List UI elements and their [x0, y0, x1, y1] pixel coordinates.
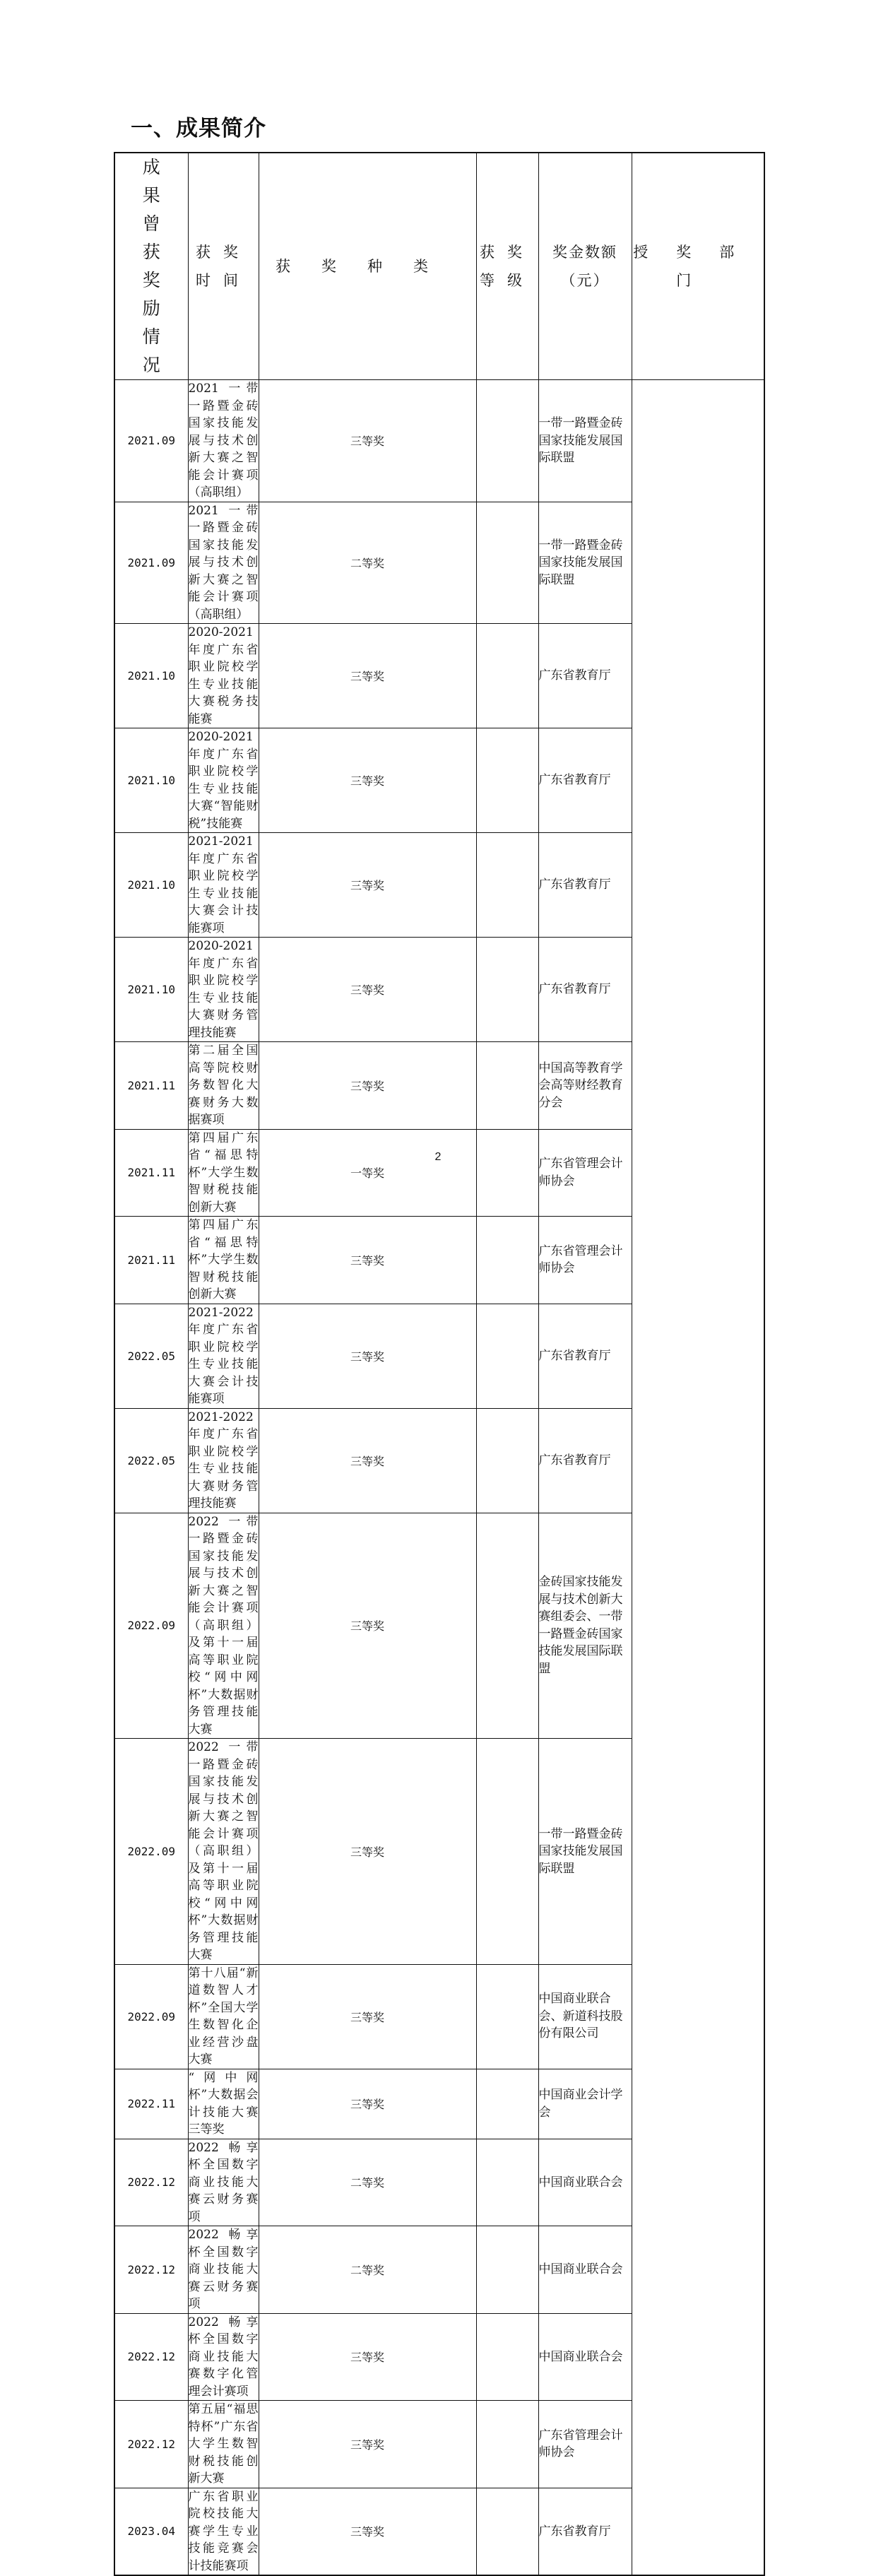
award-date: 2021.10: [114, 833, 188, 938]
award-date: 2021.10: [114, 624, 188, 728]
awarding-dept: 一带一路暨金砖国家技能发展国际联盟: [538, 502, 632, 624]
prize-amount: [476, 833, 538, 938]
prize-amount: [476, 1129, 538, 1217]
awarding-dept: 广东省教育厅: [538, 833, 632, 938]
prize-amount: [476, 502, 538, 624]
awarding-dept: 广东省管理会计师协会: [538, 2401, 632, 2488]
award-name: 第四届广东省“福思特杯”大学生数智财税技能创新大赛: [188, 1129, 259, 1217]
prize-amount: [476, 938, 538, 1042]
award-level: 二等奖: [259, 2139, 476, 2226]
header-award-type: 获奖种类: [259, 153, 476, 380]
page-number: 2: [434, 1151, 442, 1163]
awarding-dept: 广东省管理会计师协会: [538, 1129, 632, 1217]
table-row: [114, 938, 764, 1042]
award-date: 2022.12: [114, 2401, 188, 2488]
award-level: 三等奖: [259, 380, 476, 502]
award-date: 2021.11: [114, 1042, 188, 1130]
award-date: 2022.12: [114, 2313, 188, 2401]
awards-table: [114, 152, 765, 2576]
awarding-dept: 一带一路暨金砖国家技能发展国际联盟: [538, 1739, 632, 1965]
award-name: 第五届“福思特杯”广东省大学生数智财税技能创新大赛: [188, 2401, 259, 2488]
table-row: [114, 1513, 764, 1739]
table-row: [114, 2401, 764, 2488]
award-name: 2020-2021 年度广东省职业院校学生专业技能大赛财务管理技能赛: [188, 938, 259, 1042]
award-level: 三等奖: [259, 938, 476, 1042]
award-level: 三等奖: [259, 1042, 476, 1130]
award-level: 三等奖: [259, 2313, 476, 2401]
awarding-dept: 广东省教育厅: [538, 2488, 632, 2575]
award-level: 三等奖: [259, 728, 476, 833]
prize-amount: [476, 1042, 538, 1130]
award-date: 2021.09: [114, 502, 188, 624]
awarding-dept: 广东省教育厅: [538, 728, 632, 833]
side-label-cell: [114, 153, 188, 380]
header-awarding-dept: 授奖部门: [632, 153, 764, 380]
prize-amount: [476, 380, 538, 502]
table-row: [114, 2139, 764, 2226]
table-row: [114, 2226, 764, 2314]
award-name: 2021-2022 年度广东省职业院校学生专业技能大赛财务管理技能赛: [188, 1408, 259, 1513]
table-row: [114, 2069, 764, 2139]
prize-amount: [476, 1739, 538, 1965]
award-name: 第二届全国高等院校财务数智化大赛财务大数据赛项: [188, 1042, 259, 1130]
awarding-dept: 广东省教育厅: [538, 938, 632, 1042]
award-date: 2022.05: [114, 1408, 188, 1513]
award-level: 三等奖: [259, 833, 476, 938]
award-date: 2021.11: [114, 1129, 188, 1217]
award-name: 2020-2021 年度广东省职业院校学生专业技能大赛税务技能赛: [188, 624, 259, 728]
award-name: 2021-2021 年度广东省职业院校学生专业技能大赛会计技能赛项: [188, 833, 259, 938]
awarding-dept: 广东省教育厅: [538, 624, 632, 728]
award-name: 2022 畅享杯全国数字商业技能大赛数字化管理会计赛项: [188, 2313, 259, 2401]
award-level: 三等奖: [259, 1408, 476, 1513]
award-name: 广东省职业院校技能大赛学生专业技能竞赛会计技能赛项: [188, 2488, 259, 2575]
award-level: 三等奖: [259, 1217, 476, 1304]
award-date: 2021.10: [114, 728, 188, 833]
award-name: 2021-2022 年度广东省职业院校学生专业技能大赛会计技能赛项: [188, 1304, 259, 1408]
table-row: [114, 2488, 764, 2575]
award-level: 三等奖: [259, 1304, 476, 1408]
table-row: [114, 1408, 764, 1513]
awarding-dept: 广东省教育厅: [538, 1304, 632, 1408]
awarding-dept: 中国商业联合会: [538, 2139, 632, 2226]
awarding-dept: 中国商业联合会、新道科技股份有限公司: [538, 1964, 632, 2069]
award-date: 2022.12: [114, 2226, 188, 2314]
table-row: [114, 1129, 764, 1217]
prize-amount: [476, 1964, 538, 2069]
award-date: 2021.10: [114, 938, 188, 1042]
table-row: [114, 502, 764, 624]
awarding-dept: 中国商业联合会: [538, 2313, 632, 2401]
header-award-time: 获奖时间: [188, 153, 259, 380]
award-name: 2022 畅享杯全国数字商业技能大赛云财务赛项: [188, 2139, 259, 2226]
header-prize-amount: 奖金数额（元）: [538, 153, 632, 380]
prize-amount: [476, 1304, 538, 1408]
award-level: 三等奖: [259, 2488, 476, 2575]
section-heading: 一、成果简介: [131, 116, 266, 141]
prize-amount: [476, 2226, 538, 2314]
award-level: 三等奖: [259, 2069, 476, 2139]
awarding-dept: 金砖国家技能发展与技术创新大赛组委会、一带一路暨金砖国家技能发展国际联盟: [538, 1513, 632, 1739]
award-level: 三等奖: [259, 624, 476, 728]
awarding-dept: 广东省管理会计师协会: [538, 1217, 632, 1304]
award-date: 2022.05: [114, 1304, 188, 1408]
table-row: [114, 728, 764, 833]
prize-amount: [476, 2488, 538, 2575]
header-award-level: 获奖等级: [476, 153, 538, 380]
award-date: 2022.12: [114, 2139, 188, 2226]
table-header-row: [114, 153, 764, 380]
award-name: 2020-2021 年度广东省职业院校学生专业技能大赛“智能财税”技能赛: [188, 728, 259, 833]
award-level: 三等奖: [259, 1739, 476, 1965]
award-name: 第四届广东省“福思特杯”大学生数智财税技能创新大赛: [188, 1217, 259, 1304]
award-name: “网中网杯”大数据会计技能大赛三等奖: [188, 2069, 259, 2139]
table-row: [114, 624, 764, 728]
prize-amount: [476, 2069, 538, 2139]
award-level: 三等奖: [259, 1513, 476, 1739]
award-date: 2021.11: [114, 1217, 188, 1304]
prize-amount: [476, 2313, 538, 2401]
prize-amount: [476, 2139, 538, 2226]
table-row: [114, 833, 764, 938]
awarding-dept: 中国高等教育学会高等财经教育分会: [538, 1042, 632, 1130]
table-row: [114, 1042, 764, 1130]
award-name: 2022 一带一路暨金砖国家技能发展与技术创新大赛之智能会计赛项（高职组）及第十一届高等职业院校“网中网杯”大数据财务管理技能大赛: [188, 1739, 259, 1965]
awarding-dept: 中国商业联合会: [538, 2226, 632, 2314]
prize-amount: [476, 1217, 538, 1304]
table-row: [114, 2313, 764, 2401]
award-date: 2023.04: [114, 2488, 188, 2575]
table-row: [114, 380, 764, 502]
award-name: 2022 畅享杯全国数字商业技能大赛云财务赛项: [188, 2226, 259, 2314]
award-name: 2021 一带一路暨金砖国家技能发展与技术创新大赛之智能会计赛项（高职组）: [188, 502, 259, 624]
award-date: 2022.11: [114, 2069, 188, 2139]
table-row: [114, 1739, 764, 1965]
prize-amount: [476, 728, 538, 833]
awarding-dept: 中国商业会计学会: [538, 2069, 632, 2139]
prize-amount: [476, 624, 538, 728]
award-date: 2022.09: [114, 1964, 188, 2069]
award-level: 二等奖: [259, 2226, 476, 2314]
award-level: 三等奖: [259, 2401, 476, 2488]
award-level: 二等奖: [259, 502, 476, 624]
award-date: 2021.09: [114, 380, 188, 502]
prize-amount: [476, 1513, 538, 1739]
awarding-dept: 一带一路暨金砖国家技能发展国际联盟: [538, 380, 632, 502]
table-row: [114, 1304, 764, 1408]
award-name: 第十八届“新道数智人才杯”全国大学生数智化企业经营沙盘大赛: [188, 1964, 259, 2069]
award-level: 一等奖: [259, 1129, 476, 1217]
award-name: 2022 一带一路暨金砖国家技能发展与技术创新大赛之智能会计赛项（高职组）及第十一届高等职业院校“网中网杯”大数据财务管理技能大赛: [188, 1513, 259, 1739]
award-date: 2022.09: [114, 1513, 188, 1739]
prize-amount: [476, 2401, 538, 2488]
award-name: 2021 一带一路暨金砖国家技能发展与技术创新大赛之智能会计赛项（高职组）: [188, 380, 259, 502]
table-row: [114, 1964, 764, 2069]
award-level: 三等奖: [259, 1964, 476, 2069]
side-label: 成果曾获奖励情况: [142, 157, 160, 375]
awarding-dept: 广东省教育厅: [538, 1408, 632, 1513]
prize-amount: [476, 1408, 538, 1513]
table-row: [114, 1217, 764, 1304]
award-date: 2022.09: [114, 1739, 188, 1965]
